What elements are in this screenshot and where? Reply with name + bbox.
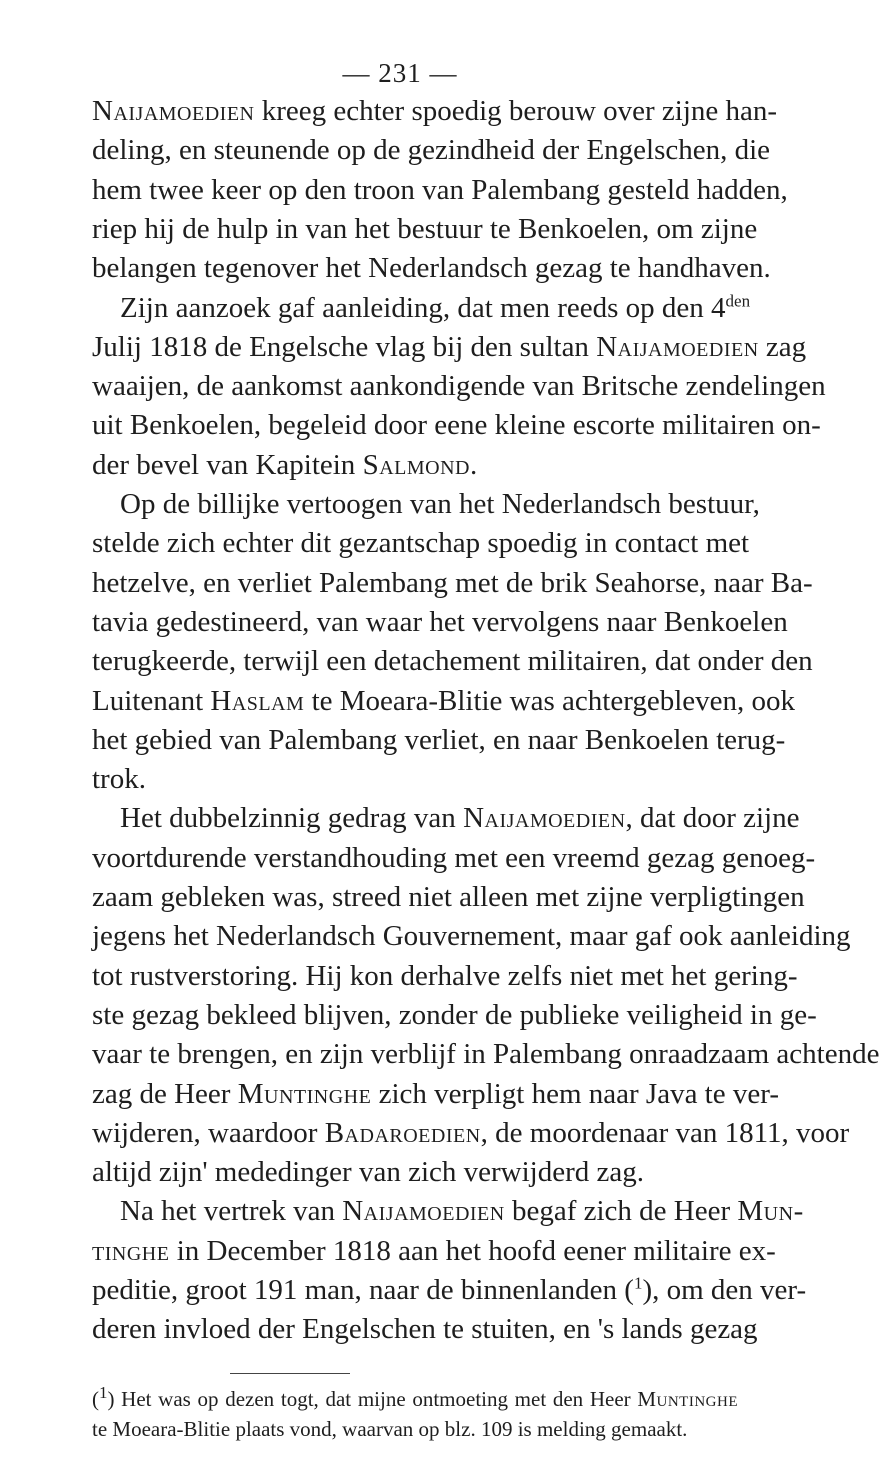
body-line: [92, 642, 813, 680]
body-line: [92, 367, 826, 405]
text-run: Zijn aanzoek gaf aanleiding, dat men reeds op den 4: [120, 291, 726, 324]
text-run: waaijen, de aankomst aankondigende van Britsche zendelingen: [92, 370, 826, 403]
small-caps-name: Muntinghe: [237, 1077, 372, 1110]
small-caps-name: Naijamoedien: [596, 330, 759, 363]
body-line: [120, 289, 751, 327]
text-run: te Moeara-Blitie plaats vond, waarvan op blz. 109 is melding gemaakt.: [92, 1417, 688, 1441]
text-run: uit Benkoelen, begeleid door eene kleine escorte militairen on-: [92, 409, 821, 442]
text-run: zag: [758, 330, 807, 363]
text-run: te Moeara-Blitie was achtergebleven, ook: [304, 684, 796, 717]
body-line: [92, 878, 805, 916]
body-line: [92, 406, 821, 444]
text-run: .: [469, 448, 478, 481]
text-run: , dat door zijne: [625, 802, 800, 835]
body-line: [92, 1114, 850, 1152]
small-caps-name: Naijamoedien: [463, 802, 626, 835]
body-line: [92, 210, 758, 248]
text-run: in December 1818 aan het hoofd eener militaire ex-: [169, 1234, 776, 1267]
body-line: [120, 1192, 804, 1230]
body-line: [92, 721, 786, 759]
footnote-line: [92, 1414, 738, 1444]
body-line: [92, 249, 771, 287]
page-number-header: — 231 —: [342, 58, 458, 88]
body-line: [120, 485, 760, 523]
text-run: riep hij de hulp in van het bestuur te Benkoelen, om zijne: [92, 212, 758, 245]
small-caps-name: Mun-: [737, 1195, 804, 1228]
text-run: stelde zich echter dit gezantschap spoedig in contact met: [92, 527, 750, 560]
small-caps-name: Haslam: [210, 684, 305, 717]
text-run: tot rustverstoring. Hij kon derhalve zelfs niet met het gering-: [92, 959, 798, 992]
text-run: Julij 1818 de Engelsche vlag bij den sultan: [92, 330, 597, 363]
body-line: [92, 1075, 779, 1113]
text-run: peditie, groot 191 man, naar de binnenlanden (: [92, 1274, 634, 1306]
body-line: [92, 1035, 879, 1073]
small-caps-name: Naijamoedien: [92, 95, 255, 127]
text-run: tavia gedestineerd, van waar het vervolgens naar Benkoelen: [92, 605, 788, 638]
small-caps-name: Salmond: [362, 448, 470, 481]
text-run: Op de billijke vertoogen van het Nederlandsch bestuur,: [120, 488, 760, 520]
text-run: kreeg echter spoedig berouw over zijne han-: [254, 95, 778, 127]
small-caps-name: Muntinghe: [637, 1387, 738, 1411]
body-line: [92, 957, 798, 995]
superscript: 1: [99, 1383, 108, 1402]
text-run: (: [92, 1387, 99, 1411]
body-line: [92, 524, 750, 562]
superscript: den: [725, 290, 751, 310]
text-run: deling, en steunende op de gezindheid der Engelschen, die: [92, 134, 771, 167]
text-run: , de moordenaar van 1811, voor: [480, 1116, 850, 1149]
text-run: vaar te brengen, en zijn verblijf in Palembang onraadzaam achtende: [92, 1038, 879, 1071]
small-caps-name: tinghe: [92, 1234, 170, 1267]
text-run: zaam gebleken was, streed niet alleen met zijne verpligtingen: [92, 881, 805, 913]
body-line: [92, 760, 738, 798]
text-run: het gebied van Palembang verliet, en naar Benkoelen terug-: [92, 723, 786, 756]
text-run: zag de Heer: [92, 1077, 238, 1110]
body-line: [92, 682, 796, 720]
text-run: voortdurende verstandhouding met een vreemd gezag genoeg-: [92, 841, 816, 874]
text-run: belangen tegenover het Nederlandsch gezag te handhaven.: [92, 252, 771, 285]
body-line: [92, 1232, 776, 1270]
footnote-line: [92, 1384, 738, 1414]
text-run: zich verpligt hem naar Java te ver-: [371, 1077, 779, 1110]
body-line: [120, 799, 800, 837]
text-run: ste gezag bekleed blijven, zonder de publieke veiligheid in ge-: [92, 998, 817, 1031]
text-run: wijderen, waardoor: [92, 1116, 325, 1149]
text-run: deren invloed der Engelschen te stuiten, en 's lands gezag: [92, 1313, 758, 1346]
footnote-divider: [230, 1373, 350, 1374]
body-line: [92, 446, 738, 484]
text-run: ) Het was op dezen togt, dat mijne ontmoeting met den Heer: [107, 1387, 638, 1411]
text-run: Luitenant: [92, 684, 211, 717]
text-run: ), om den ver-: [642, 1274, 807, 1306]
body-line: [92, 328, 807, 366]
text-run: trok.: [92, 763, 146, 796]
body-line: [92, 171, 788, 209]
text-run: hetzelve, en verliet Palembang met de brik Seahorse, naar Ba-: [92, 566, 813, 599]
body-line: [92, 1153, 738, 1191]
text-run: hem twee keer op den troon van Palembang gesteld hadden,: [92, 173, 788, 206]
body-line: [92, 564, 813, 602]
text-run: begaf zich de Heer: [504, 1195, 738, 1228]
text-run: der bevel van Kapitein: [92, 448, 363, 481]
text-run: Na het vertrek van: [120, 1195, 343, 1228]
body-line: [92, 1310, 758, 1348]
text-run: jegens het Nederlandsch Gouvernement, maar gaf ook aanleiding: [92, 920, 851, 953]
text-run: terugkeerde, terwijl een detachement militairen, dat onder den: [92, 645, 813, 678]
body-line: [92, 917, 851, 955]
body-line: [92, 839, 816, 877]
small-caps-name: Badaroedien: [324, 1116, 481, 1149]
body-line: [92, 1271, 807, 1309]
small-caps-name: Naijamoedien: [342, 1195, 505, 1228]
superscript: 1: [633, 1273, 643, 1293]
text-run: Het dubbelzinnig gedrag van: [120, 802, 464, 835]
text-run: altijd zijn' mededinger van zich verwijderd zag.: [92, 1156, 644, 1189]
body-line: [92, 603, 788, 641]
body-line: [92, 996, 817, 1034]
body-line: [92, 92, 778, 130]
body-line: [92, 131, 771, 169]
